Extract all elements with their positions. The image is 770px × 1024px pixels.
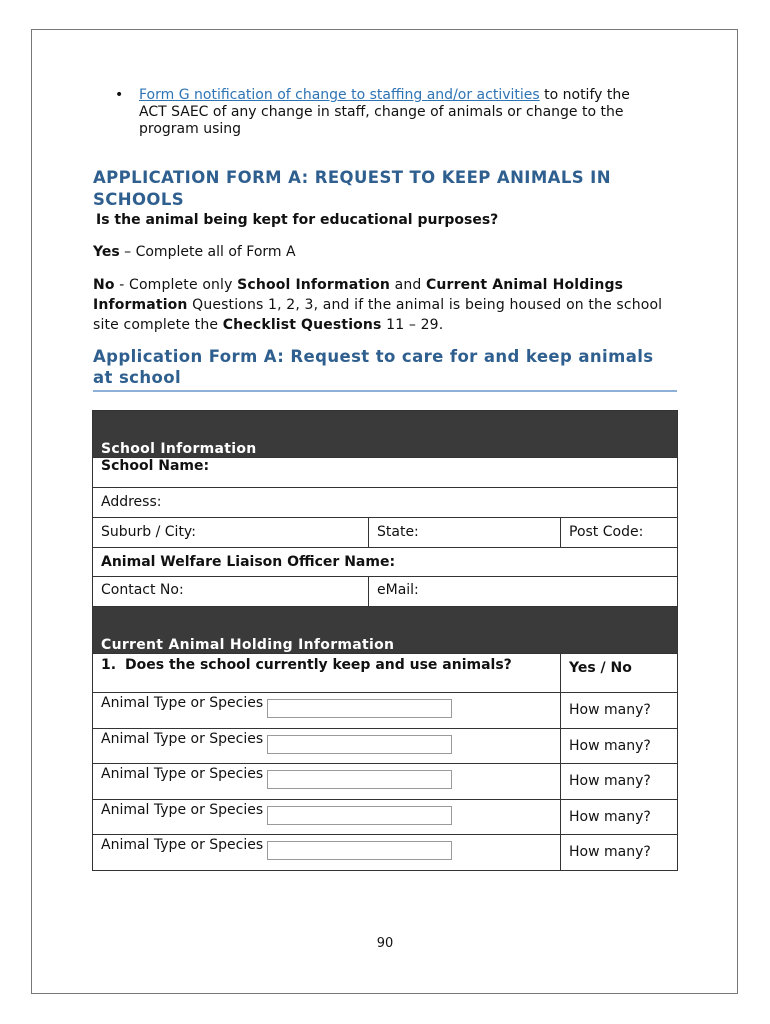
table-row: [93, 835, 678, 871]
species-cell: [93, 729, 561, 764]
yes-instruction: [93, 244, 296, 260]
holding-header: Current Animal Holding Information: [93, 607, 678, 654]
section-heading: Application Form A: Request to care for and keep animals at school: [93, 347, 654, 387]
q1-number: 1.: [101, 657, 117, 673]
how-many-cell[interactable]: How many?: [561, 764, 678, 800]
contact-field[interactable]: Contact No:: [93, 577, 369, 607]
species-label: Animal Type or Species: [101, 837, 264, 853]
no-t3: Questions 1, 2, 3, and if the animal is being housed on the school site complete the: [93, 297, 663, 333]
table-row: [93, 654, 678, 693]
no-t1: - Complete only: [114, 277, 238, 293]
liaison-officer-field[interactable]: Animal Welfare Liaison Officer Name:: [93, 548, 678, 577]
how-many-cell[interactable]: How many?: [561, 729, 678, 764]
species-label: Animal Type or Species: [101, 802, 264, 818]
address-field[interactable]: Address:: [93, 488, 678, 518]
postcode-field[interactable]: Post Code:: [561, 518, 678, 548]
table-row: [93, 488, 678, 518]
species-label: Animal Type or Species: [101, 695, 264, 711]
table-row: [93, 458, 678, 488]
how-many-cell[interactable]: How many?: [561, 835, 678, 871]
no-instruction: [93, 275, 678, 335]
intro-text: [139, 87, 649, 138]
table-row: [93, 577, 678, 607]
no-b2: Current Animal Holdings Information: [93, 277, 624, 313]
how-many-cell[interactable]: How many?: [561, 800, 678, 835]
email-field[interactable]: eMail:: [369, 577, 678, 607]
heading-rule: [93, 390, 677, 392]
species-input[interactable]: [267, 735, 452, 754]
school-info-header: School Information: [93, 411, 678, 458]
no-t4: 11 – 29.: [381, 317, 444, 333]
school-info-header-row: [93, 411, 678, 458]
species-label: Animal Type or Species: [101, 731, 264, 747]
no-label: No: [93, 277, 115, 293]
page-number: 90: [376, 936, 394, 951]
intro-rest: to notify the ACT SAEC of any change in staff, change of animals or change to the program using: [139, 87, 630, 137]
state-field[interactable]: State:: [369, 518, 561, 548]
yes-text: – Complete all of Form A: [119, 244, 296, 260]
yes-no-cell[interactable]: Yes / No: [561, 654, 678, 693]
application-form-table: [92, 410, 678, 871]
species-input[interactable]: [267, 806, 452, 825]
form-g-link[interactable]: Form G notification of change to staffing and/or activities: [139, 87, 540, 103]
species-input[interactable]: [267, 841, 452, 860]
table-row: [93, 548, 678, 577]
yes-label: Yes: [93, 244, 120, 260]
main-heading: APPLICATION FORM A: REQUEST TO KEEP ANIMALS IN SCHOOLS: [93, 168, 611, 209]
suburb-field[interactable]: Suburb / City:: [93, 518, 369, 548]
no-b1: School Information: [237, 277, 390, 293]
species-input[interactable]: [267, 699, 452, 718]
purpose-question: Is the animal being kept for educational purposes?: [96, 212, 499, 228]
species-cell: [93, 800, 561, 835]
table-row: [93, 764, 678, 800]
school-name-field[interactable]: School Name:: [93, 458, 678, 488]
table-row: [93, 800, 678, 835]
table-row: [93, 693, 678, 729]
no-t2: and: [390, 277, 426, 293]
holding-header-row: [93, 607, 678, 654]
species-cell: [93, 835, 561, 871]
table-row: [93, 518, 678, 548]
table-row: [93, 729, 678, 764]
q1-text: [101, 657, 552, 673]
q1-cell: [93, 654, 561, 693]
species-cell: [93, 693, 561, 729]
q1-question: Does the school currently keep and use animals?: [125, 657, 512, 673]
species-cell: [93, 764, 561, 800]
bullet-dot: •: [115, 87, 124, 103]
how-many-cell[interactable]: How many?: [561, 693, 678, 729]
no-b3: Checklist Questions: [222, 317, 382, 333]
species-input[interactable]: [267, 770, 452, 789]
species-label: Animal Type or Species: [101, 766, 264, 782]
